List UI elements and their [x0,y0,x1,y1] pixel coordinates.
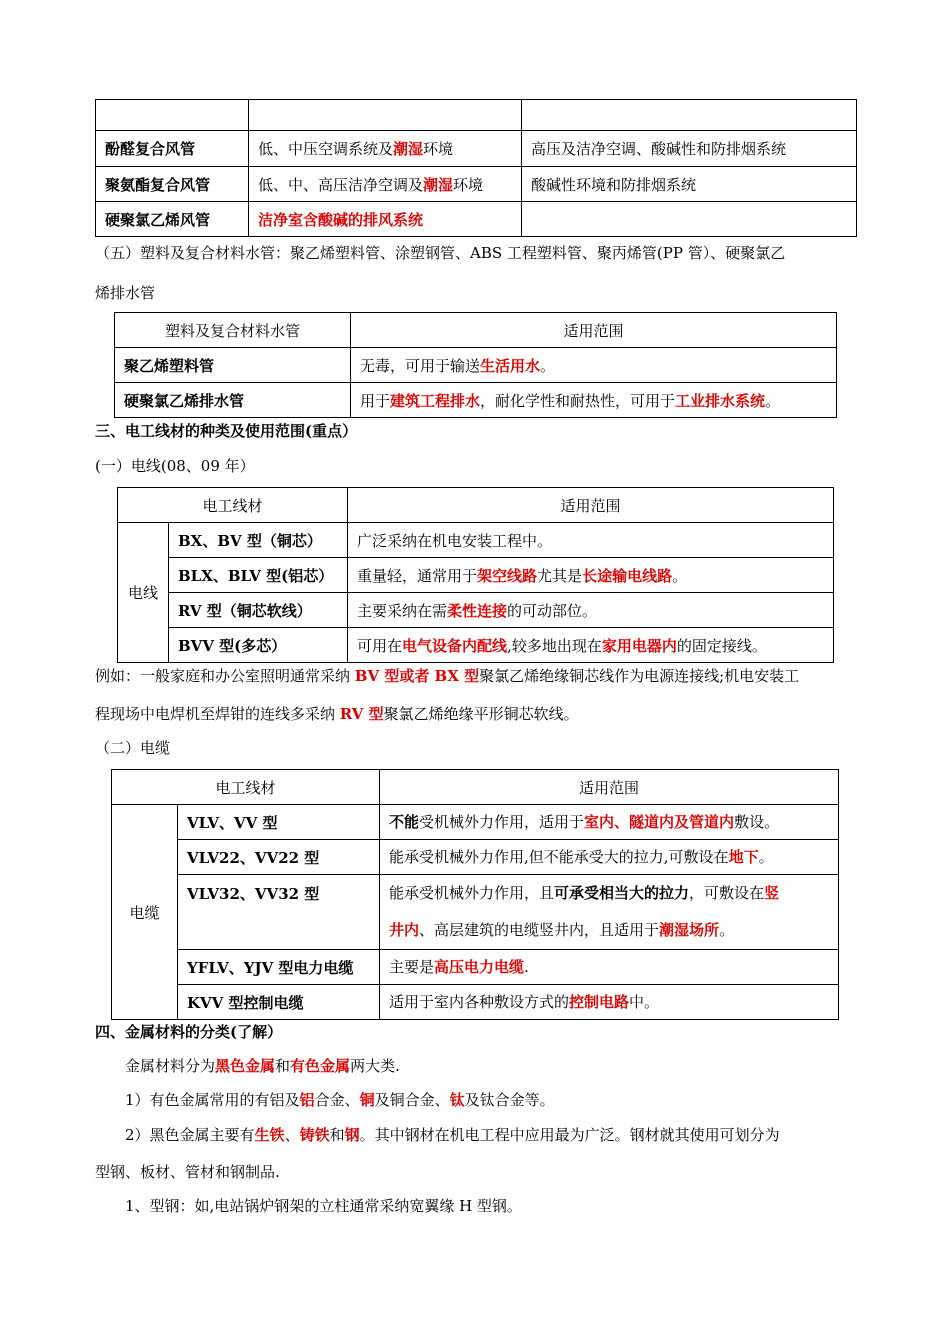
text-run: 高压及洁净空调、酸碱性和防排烟系统 [531,140,787,158]
table-row [112,840,839,875]
text-run: 及铜合金、 [374,1091,450,1109]
highlight-text: 高压电力电缆 [434,958,525,976]
section4-p3b: 型钢、板材、管材和钢制品. [95,1163,280,1181]
cable-use [380,985,839,1020]
cable-use [380,805,839,840]
wire-use [348,523,834,558]
table-row [96,167,857,202]
section4-title: 四、金属材料的分类(了解） [95,1023,283,1041]
text-run: 敷设。 [734,813,780,831]
wire-table [117,487,834,663]
duct-name: 聚氨酯复合风管 [96,167,249,202]
highlight-text: 控制电路 [569,993,630,1011]
cable-use [380,950,839,985]
duct-low-use [249,202,522,237]
text-run: 。 [540,356,556,375]
cable-header-use: 适用范围 [380,770,839,805]
text-run: 聚氯乙烯绝缘平形铜芯软线。 [383,705,579,723]
section3-sub2: （二）电缆 [95,739,171,757]
cable-use [380,875,839,950]
highlight-text: 柔性连接 [447,601,508,620]
cable-use-line [389,957,829,977]
wire-header-use: 适用范围 [348,488,834,523]
cable-use-line [389,847,829,867]
text-run: 例如：一般家庭和办公室照明通常采纳 [95,667,355,685]
text-run: 中。 [629,993,660,1011]
pipe-table [114,312,837,418]
highlight-text: 铝 [299,1091,315,1109]
highlight-text: BV 型或者 BX 型 [354,667,480,685]
text-run: 能承受机械外力作用，且 [389,884,555,902]
duct-low-use [249,167,522,202]
cable-name: YFLV、YJV 型电力电缆 [178,950,380,985]
example-line2 [95,704,579,724]
text-run: 。 [672,566,688,585]
highlight-text: RV 型 [339,705,384,723]
highlight-text: 长途输电线路 [582,566,673,585]
highlight-text: 铜 [359,1091,375,1109]
pipe-name: 聚乙烯塑料管 [115,348,351,383]
highlight-text: 架空线路 [477,566,538,585]
highlight-text: 有色金属 [290,1057,351,1075]
cable-use-line [389,992,829,1012]
wire-use [348,558,834,593]
text-run: 、 [284,1126,300,1144]
text-run: 和 [275,1057,291,1075]
text-run: 尤其是 [537,566,583,585]
text-run: 用于 [360,391,391,410]
table-row [118,628,834,663]
pipe-use [351,383,837,418]
table-row [96,100,857,131]
section4-p3a [125,1125,780,1145]
wire-name: RV 型（铜芯软线） [169,593,348,628]
text-run: 及钛合金等。 [464,1091,555,1109]
pipe-name: 硬聚氯乙烯排水管 [115,383,351,418]
section3-sub1: (一）电线(08、09 年） [95,457,255,475]
cable-name: VLV22、VV22 型 [178,840,380,875]
highlight-text: 生活用水 [480,356,541,375]
highlight-text: 井内 [389,921,420,939]
text-run: 和 [329,1126,345,1144]
highlight-text: 洁净室含酸碱的排风系统 [258,210,424,229]
duct-name [96,100,249,131]
wire-group-label: 电线 [118,523,169,663]
text-run: 广泛采纳在机电安装工程中。 [357,531,553,550]
section4-p1 [125,1056,400,1076]
wire-name: BX、BV 型（铜芯） [169,523,348,558]
text-run: ，可敷设在 [689,884,765,902]
text-run: ,较多地出现在 [507,636,602,655]
text-run: 聚氯乙烯绝缘铜芯线作为电源连接线;机电安装工 [479,667,800,685]
table-row [112,985,839,1020]
text-run: 。其中钢材在机电工程中应用最为广泛。钢材就其使用可划分为 [359,1126,780,1144]
highlight-text: 工业排水系统 [675,391,766,410]
highlight-text: 生铁 [254,1126,285,1144]
text-run: 环境 [453,175,484,194]
highlight-text: 钛 [449,1091,465,1109]
table-row [96,131,857,167]
example-line1 [95,666,799,686]
cable-use-line [389,875,829,912]
table-row [96,202,857,237]
cable-name: VLV32、VV32 型 [178,875,380,950]
highlight-text: 潮湿场所 [659,921,720,939]
table-header-row [118,488,834,523]
highlight-text: 电气设备内配线 [402,636,508,655]
text-run: 金属材料分为 [125,1057,216,1075]
cable-name: VLV、VV 型 [178,805,380,840]
duct-high-use [522,131,857,167]
duct-name: 硬聚氯乙烯风管 [96,202,249,237]
wire-name: BVV 型(多芯） [169,628,348,663]
text-run: 。 [758,848,774,866]
text-run: 重量轻，通常用于 [357,566,478,585]
table-row [115,383,837,418]
table-row [118,523,834,558]
cable-use-line [389,912,829,949]
text-run: 的可动部位。 [507,601,598,620]
wire-name: BLX、BLV 型(铝芯） [169,558,348,593]
table-row [118,558,834,593]
text-run: 1）有色金属常用的有铝及 [125,1091,300,1109]
section4-p2 [125,1090,555,1110]
text-run: . [524,958,529,976]
text-run: 低、中压空调系统及 [258,140,394,158]
highlight-text: 地下 [728,848,759,866]
text-run: 主要是 [389,958,435,976]
duct-high-use [522,100,857,131]
table-row [115,348,837,383]
pipe-header-name: 塑料及复合材料水管 [115,313,351,348]
highlight-text: 钢 [344,1126,360,1144]
highlight-text: 室内、隧道内及管道内 [584,813,735,831]
text-run: 能承受机械外力作用,但不能承受大的拉力,可敷设在 [389,848,729,866]
table-row [118,593,834,628]
text-run: 。 [765,391,781,410]
section5-line2: 烯排水管 [95,284,156,302]
highlight-text: 黑色金属 [215,1057,276,1075]
duct-table [95,99,857,237]
text-run: 程现场中电焊机至焊钳的连线多采纳 [95,705,340,723]
pipe-use [351,348,837,383]
text-run: 主要采纳在需 [357,601,448,620]
highlight-text: 潮湿 [423,175,454,194]
highlight-text: 潮湿 [393,140,424,158]
highlight-text: 铸铁 [299,1126,330,1144]
duct-low-use [249,100,522,131]
text-run: 低、中、高压洁净空调及 [258,175,424,194]
duct-high-use [522,202,857,237]
text-run: 受机械外力作用，适用于 [419,813,585,831]
cable-header-name: 电工线材 [112,770,380,805]
cable-name: KVV 型控制电缆 [178,985,380,1020]
text-run: 无毒，可用于输送 [360,356,481,375]
text-run: 合金、 [314,1091,360,1109]
text-run: 环境 [423,140,454,158]
cable-use-line [389,812,829,832]
text-run: 。 [719,921,735,939]
duct-name: 酚醛复合风管 [96,131,249,167]
bold-text: 可承受相当大的拉力 [554,884,690,902]
text-run: 酸碱性环境和防排烟系统 [531,175,697,194]
cable-group-label: 电缆 [112,805,178,1020]
bold-text: 不能 [389,813,420,831]
highlight-text: 竖 [764,884,780,902]
text-run: 、高层建筑的电缆竖井内，且适用于 [419,921,660,939]
pipe-header-use: 适用范围 [351,313,837,348]
highlight-text: 建筑工程排水 [390,391,481,410]
table-row [112,805,839,840]
text-run: 两大类. [350,1057,400,1075]
cable-table [111,769,839,1020]
text-run: 的固定接线。 [676,636,767,655]
section3-title: 三、电工线材的种类及使用范围(重点） [95,422,358,440]
highlight-text: 家用电器内 [601,636,677,655]
cable-use [380,840,839,875]
table-row [112,950,839,985]
table-row [112,875,839,950]
wire-use [348,628,834,663]
text-run: 可用在 [357,636,403,655]
section4-p4: 1、型钢：如,电站锅炉钢架的立柱通常采纳宽翼缘 H 型钢。 [125,1197,522,1215]
text-run: 2）黑色金属主要有 [125,1126,255,1144]
section5-line1: （五）塑料及复合材料水管：聚乙烯塑料管、涂塑钢管、ABS 工程塑料管、聚丙烯管(PP 管）、硬聚氯乙 [95,244,786,262]
duct-high-use [522,167,857,202]
duct-low-use [249,131,522,167]
text-run: ，耐化学性和耐热性，可用于 [480,391,676,410]
wire-use [348,593,834,628]
wire-header-name: 电工线材 [118,488,348,523]
text-run: 适用于室内各种敷设方式的 [389,993,570,1011]
table-header-row [112,770,839,805]
